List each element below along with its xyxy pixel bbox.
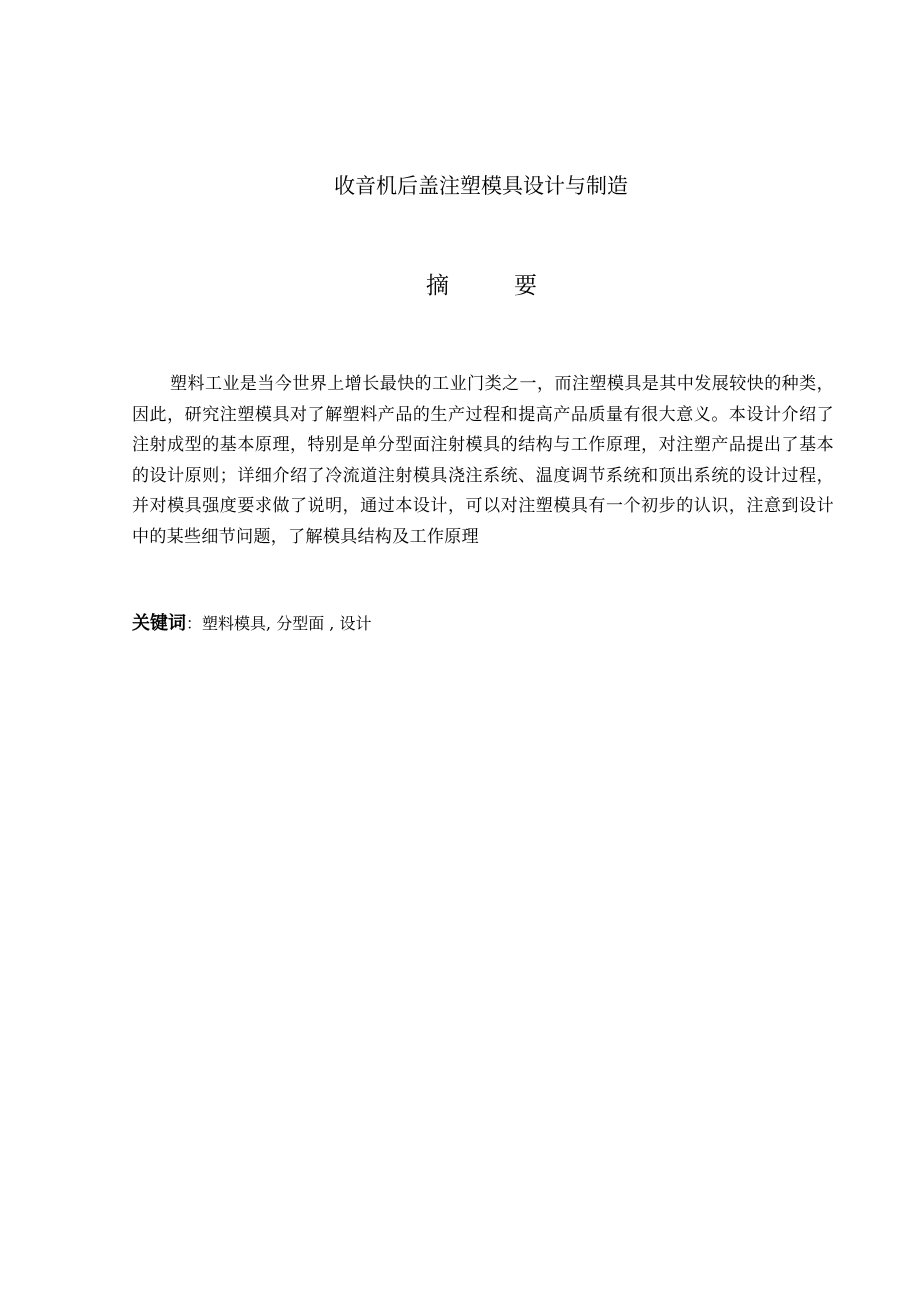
abstract-body: 塑料工业是当今世界上增长最快的工业门类之一，而注塑模具是其中发展较快的种类，因此，研究注塑模具对了解塑料产品的生产过程和提高产品质量有很大意义。本设计介绍了注射成型的基本原理，特别是单分型面注射模具的结构与工作原理，对注塑产品提出了基本的设计原则；详细介绍了冷流道注射模具浇注系统、温度调节系统和顶出系统的设计过程，并对模具强度要求做了说明，通过本设计，可以对注塑模具有一个初步的认识，注意到设计中的某些细节问题，了解模具结构及工作原理	[132, 374, 834, 547]
document-title: 收音机后盖注塑模具设计与制造	[334, 174, 628, 198]
keywords-line	[132, 610, 371, 638]
abstract-heading-char-1: 摘	[426, 273, 449, 299]
abstract-heading	[426, 269, 546, 303]
keywords-label: 关键词	[132, 613, 186, 634]
keywords-separator: ：	[186, 614, 203, 633]
keywords-values: 塑料模具, 分型面 , 设计	[202, 614, 372, 633]
abstract-heading-char-2: 要	[514, 273, 537, 299]
